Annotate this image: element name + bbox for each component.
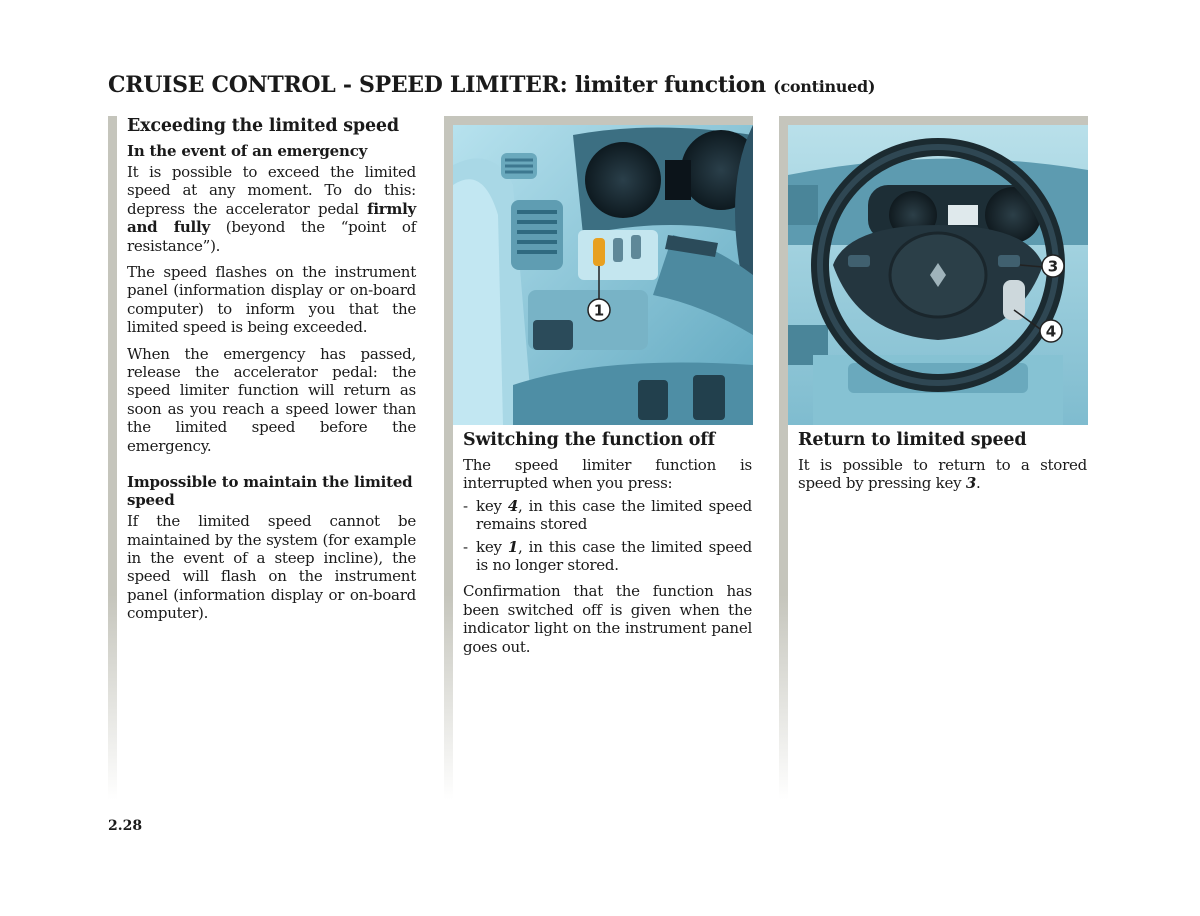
key-number: 1 xyxy=(507,537,519,556)
bold-run: and fully xyxy=(127,218,210,237)
text-run: key xyxy=(476,537,508,556)
section-heading: Switching the function off xyxy=(463,430,715,450)
list-item xyxy=(463,538,752,575)
text-run: (beyond the “point of resistance”). xyxy=(127,218,416,255)
title-continued: (continued) xyxy=(773,77,876,96)
text-run: key xyxy=(476,496,508,515)
paragraph: If the limited speed cannot be maintained by the system (for example in the event of a steep incline), the speed will flash on the instrument panel (information display or on-board computer). xyxy=(127,512,416,623)
key-number: 3 xyxy=(965,474,977,493)
subheading-impossible: Impossible to maintain the limited speed xyxy=(127,473,413,510)
text-run: , in this case the limited speed remains stored xyxy=(476,496,752,534)
list-item-text xyxy=(476,538,752,575)
callout-1: 1 xyxy=(593,301,605,320)
paragraph: Confirmation that the function has been switched off is given when the indicator light on the instrument panel goes out. xyxy=(463,582,752,656)
text-run: , in this case the limited speed is no longer stored. xyxy=(476,537,752,575)
paragraph xyxy=(127,163,416,255)
steering-wheel-photo xyxy=(788,125,1088,425)
section-heading: Exceeding the limited speed xyxy=(127,116,399,136)
subheading-emergency: In the event of an emergency xyxy=(127,142,368,160)
sidebar-rule xyxy=(779,116,788,800)
bold-run: firmly xyxy=(367,199,416,218)
photo-top-rule xyxy=(779,116,1088,125)
list-item xyxy=(463,497,752,534)
page-title xyxy=(108,72,875,98)
paragraph xyxy=(798,456,1087,493)
sidebar-rule xyxy=(108,116,117,800)
sidebar-rule xyxy=(444,116,453,800)
callout-4: 4 xyxy=(1045,322,1057,341)
key-number: 4 xyxy=(507,496,519,515)
photo-top-rule xyxy=(444,116,753,125)
column-text xyxy=(463,430,752,664)
list-item-text xyxy=(476,497,752,534)
column-text xyxy=(798,430,1087,501)
title-main: CRUISE CONTROL - SPEED LIMITER: limiter function xyxy=(108,72,766,98)
bullet-dash: - xyxy=(463,496,468,515)
section-heading: Return to limited speed xyxy=(798,430,1027,450)
column-text xyxy=(127,116,416,631)
callout-3: 3 xyxy=(1047,257,1059,276)
text-run: . xyxy=(976,474,981,493)
paragraph: When the emergency has passed, release the accelerator pedal: the speed limiter function will return as soon as you reach a speed lower than the limited speed before the emergency. xyxy=(127,344,416,455)
dashboard-photo xyxy=(453,125,753,425)
text-run: It is possible to return to a stored speed by pressing key xyxy=(798,456,1087,493)
paragraph: The speed limiter function is interrupted when you press: xyxy=(463,456,752,493)
text-run: It is possible to exceed the limited speed at any moment. To do this: depress the accelerator pedal xyxy=(127,163,416,218)
bullet-dash: - xyxy=(463,537,468,556)
page-number: 2.28 xyxy=(108,818,143,834)
paragraph: The speed flashes on the instrument panel (information display or on-board computer) to inform you that the limited speed is being exceeded. xyxy=(127,263,416,337)
